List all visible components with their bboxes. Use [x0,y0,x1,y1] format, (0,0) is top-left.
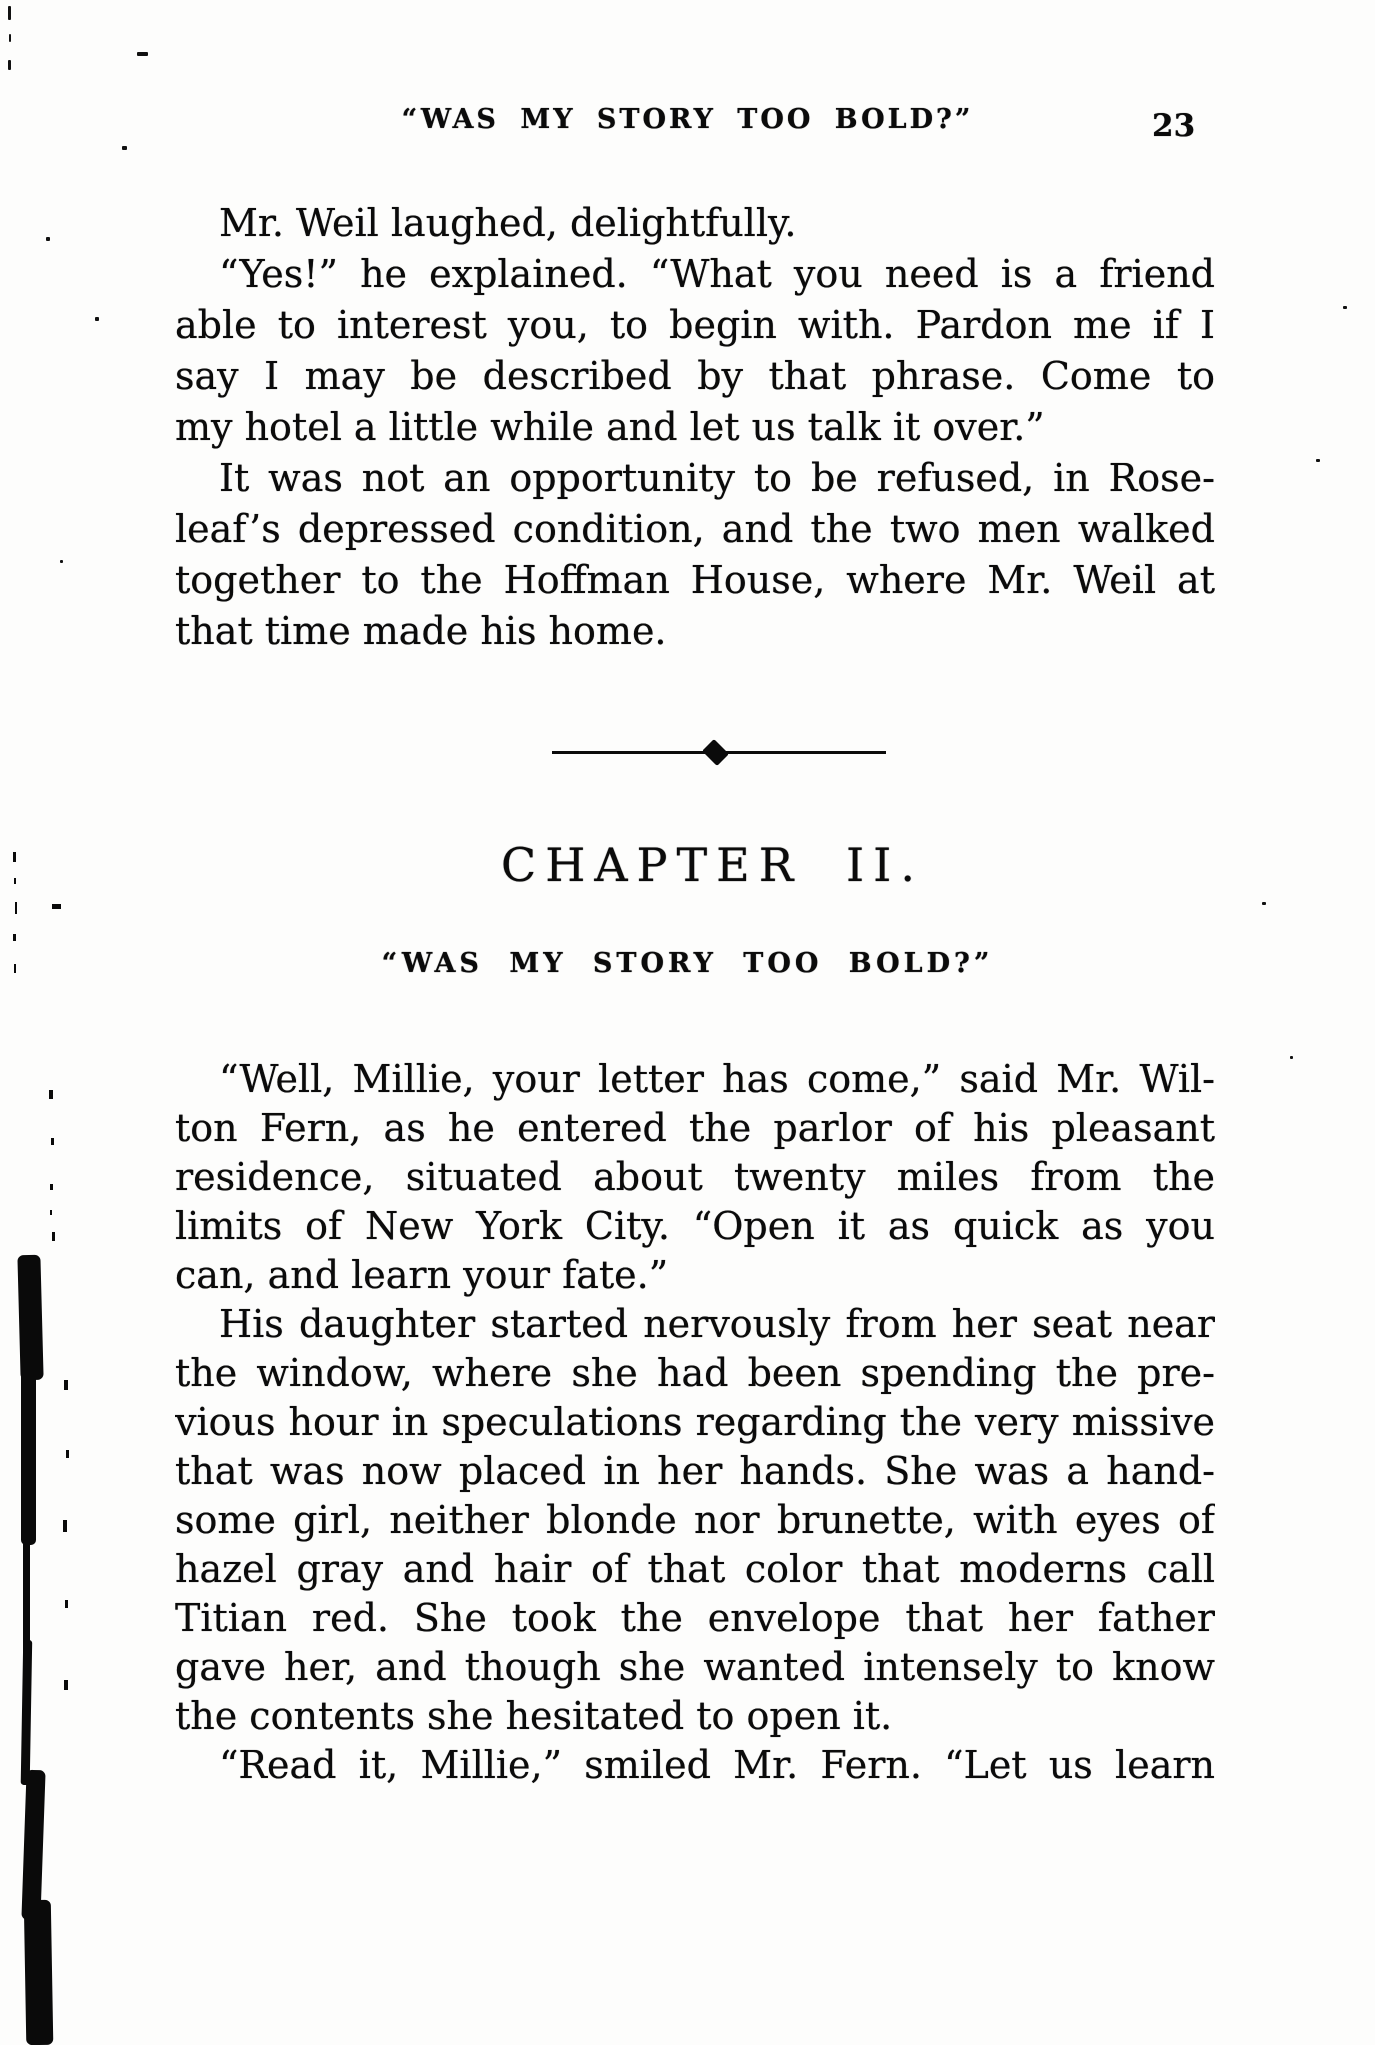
text-line: ton Fern, as he entered the parlor of his pleasant [175,1106,1215,1150]
text-block-previous-chapter [175,200,1215,659]
text-line: limits of New York City. “Open it as quick as you [175,1204,1215,1248]
chapter-subtitle: “WAS MY STORY TOO BOLD?” [381,948,994,979]
scan-artifact-speck [8,60,11,70]
text-line: “Well, Millie, your letter has come,” said Mr. Wil- [219,1057,1215,1101]
scan-artifact-speck [46,237,50,241]
paragraph [175,455,1215,659]
text-line: residence, situated about twenty miles from the [175,1155,1215,1199]
text-line: gave her, and though she wanted intensely to know [175,1645,1215,1689]
text-line: can, and learn your fate.” [175,1253,669,1297]
text-line: that time made his home. [175,609,667,653]
chapter-heading: CHAPTER II. [501,838,924,892]
text-line: my hotel a little while and let us talk it over.” [175,405,1045,449]
scan-artifact-binding-streak [0,840,70,2045]
scan-artifact-speck [8,6,11,20]
text-line: that was now placed in her hands. She was a hand- [175,1449,1215,1493]
text-line: say I may be described by that phrase. Come to [175,354,1215,398]
text-line: Mr. Weil laughed, delightfully. [219,201,797,245]
paragraph [175,1056,1215,1301]
text-line: leaf’s depressed condition, and the two men walked [175,507,1215,551]
text-line: able to interest you, to begin with. Pardon me if I [175,303,1215,347]
paragraph [175,1301,1215,1742]
text-line: Titian red. She took the envelope that her father [175,1596,1215,1640]
scan-artifact-speck [1343,306,1347,309]
text-line: It was not an opportunity to be refused, in Rose- [219,456,1215,500]
scan-artifact-speck [1290,1056,1293,1059]
text-line: hazel gray and hair of that color that moderns call [175,1547,1215,1591]
paragraph [175,1742,1215,1791]
text-block-chapter-two [175,1056,1215,1791]
diamond-ornament-icon [706,743,724,761]
section-divider-rule [552,742,886,762]
page-number: 23 [1152,108,1196,144]
scan-artifact-speck [137,52,148,56]
running-header-title: “WAS MY STORY TOO BOLD?” [401,104,974,135]
text-line: His daughter started nervously from her seat near [219,1302,1215,1346]
scan-artifact-speck [122,146,127,150]
scan-artifact-speck [1316,459,1320,462]
text-line: vious hour in speculations regarding the very missive [175,1400,1215,1444]
text-line: “Yes!” he explained. “What you need is a friend [219,252,1215,296]
scan-artifact-speck [60,560,63,563]
text-line: some girl, neither blonde nor brunette, with eyes of [175,1498,1215,1542]
scan-artifact-speck [9,34,11,42]
scan-artifact-speck [1262,902,1266,905]
text-line: the window, where she had been spending the pre- [175,1351,1215,1395]
text-line: “Read it, Millie,” smiled Mr. Fern. “Let us learn [219,1743,1215,1787]
text-line: together to the Hoffman House, where Mr. Weil at [175,558,1215,602]
scan-artifact-speck [95,317,99,321]
paragraph [175,200,1215,455]
text-line: the contents she hesitated to open it. [175,1694,893,1738]
